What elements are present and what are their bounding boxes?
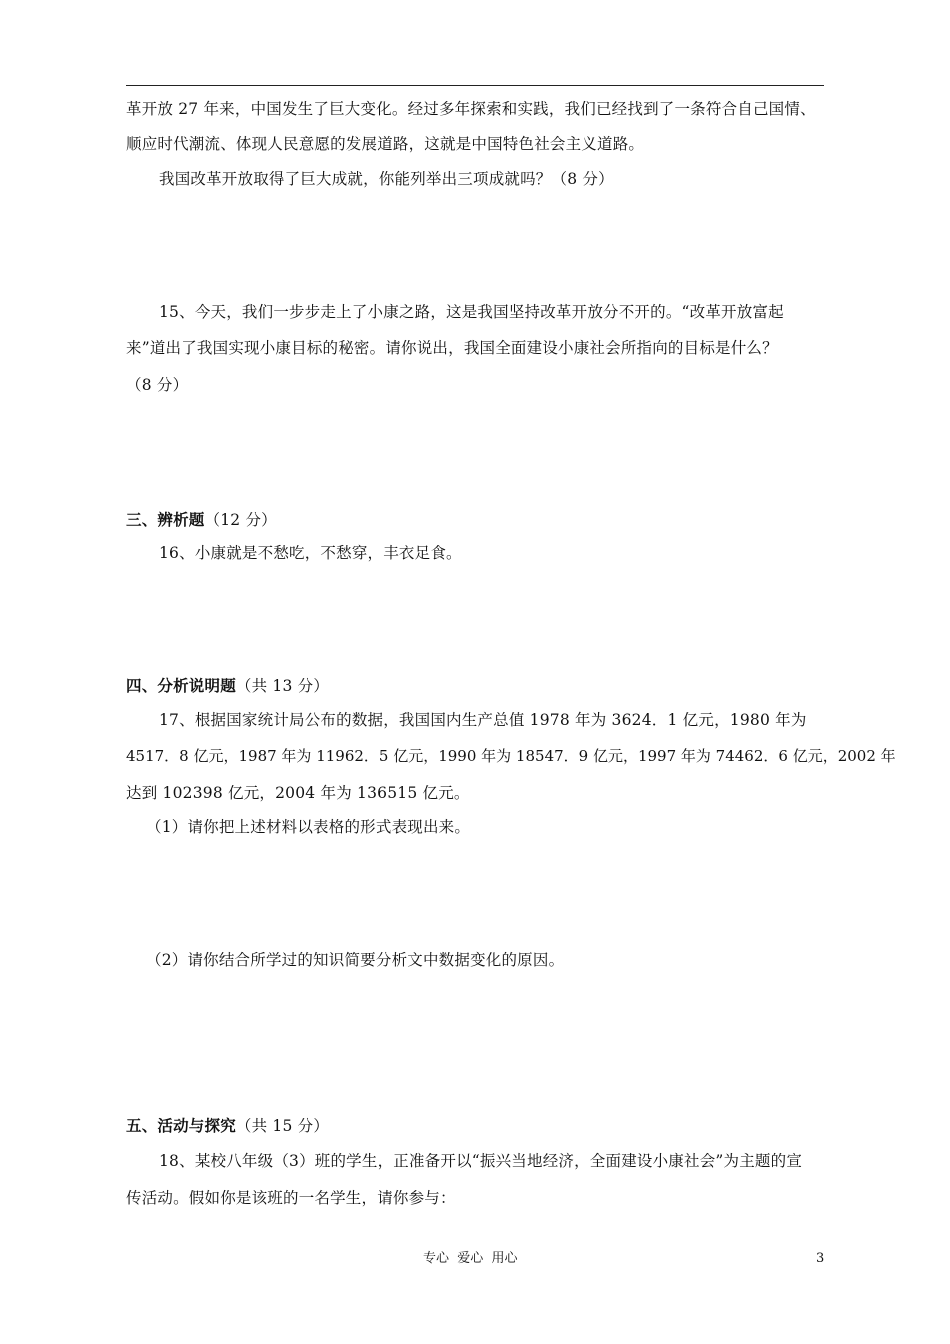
section-3-title: 三、辨析题 bbox=[126, 510, 205, 529]
intro-line-2: 顺应时代潮流、体现人民意愿的发展道路，这就是中国特色社会主义道路。 bbox=[126, 135, 645, 153]
q15-line-1: 15、今天，我们一步步走上了小康之路，这是我国坚持改革开放分不开的。“改革开放富起 bbox=[159, 303, 784, 321]
q16-statement: 16、小康就是不愁吃，不愁穿，丰衣足食。 bbox=[159, 544, 462, 562]
section-4-heading bbox=[126, 676, 329, 696]
q17-line-1: 17、根据国家统计局公布的数据，我国国内生产总值 1978 年为 3624．1 亿元，1980 年为 bbox=[159, 711, 807, 729]
q15-line-2: 来”道出了我国实现小康目标的秘密。请你说出，我国全面建设小康社会所指向的目标是什么？ bbox=[126, 339, 778, 357]
q17-sub-1: （1）请你把上述材料以表格的形式表现出来。 bbox=[146, 818, 471, 836]
footer-slogan: 专心 爱心 用心 bbox=[423, 1251, 518, 1266]
q14-question: 我国改革开放取得了巨大成就，你能列举出三项成就吗？（8 分） bbox=[159, 170, 614, 188]
q18-line-1: 18、某校八年级（3）班的学生，正准备开以“振兴当地经济，全面建设小康社会”为主题的宣 bbox=[159, 1152, 803, 1170]
q17-line-3: 达到 102398 亿元，2004 年为 136515 亿元。 bbox=[126, 784, 470, 802]
q18-line-2: 传活动。假如你是该班的一名学生，请你参与： bbox=[126, 1189, 456, 1207]
section-3-heading bbox=[126, 510, 277, 530]
page-number: 3 bbox=[816, 1251, 825, 1266]
intro-line-1: 革开放 27 年来，中国发生了巨大变化。经过多年探索和实践，我们已经找到了一条符合自己国情、 bbox=[126, 100, 816, 118]
section-4-score: （共 13 分） bbox=[235, 677, 330, 695]
section-5-title: 五、活动与探究 bbox=[126, 1116, 236, 1135]
q17-sub-2: （2）请你结合所学过的知识简要分析文中数据变化的原因。 bbox=[146, 951, 565, 969]
section-4-title: 四、分析说明题 bbox=[126, 676, 236, 695]
section-5-heading bbox=[126, 1116, 329, 1136]
header-rule bbox=[126, 85, 824, 86]
q17-line-2: 4517．8 亿元，1987 年为 11962．5 亿元，1990 年为 18547．9 亿元，1997 年为 74462．6 亿元，2002 年 bbox=[126, 747, 896, 765]
section-3-score: （12 分） bbox=[204, 511, 277, 529]
section-5-score: （共 15 分） bbox=[235, 1117, 330, 1135]
q15-line-3: （8 分） bbox=[126, 376, 189, 394]
